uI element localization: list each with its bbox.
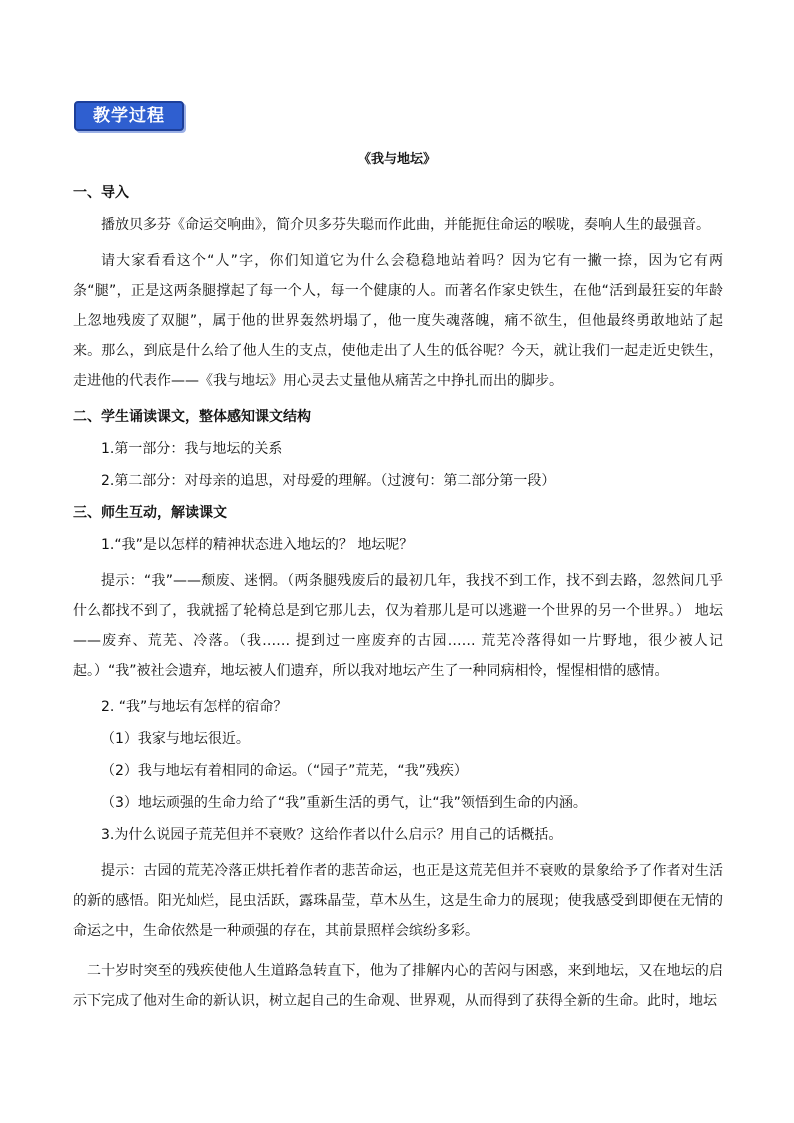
closing-paragraph: 二十岁时突至的残疾使他人生道路急转直下，他为了排解内心的苦闷与困惑，来到地坛，又在地坛的启示下完成了他对生命的新认识，树立起自己的生命观、世界观，从而得到了获得全新的生命。此时，地坛: [73, 963, 723, 1009]
question-3: 3.为什么说园子荒芜但并不衰败？这给作者以什么启示？用自己的话概括。: [101, 827, 563, 843]
question-1: 1.“我”是以怎样的精神状态进入地坛的？ 地坛呢？: [101, 537, 414, 553]
answer-1: 提示：“我”——颓废、迷惘。（两条腿残废后的最初几年，我找不到工作，找不到去路，忽然间几乎什么都找不到了，我就摇了轮椅总是到它那儿去，仅为着那儿是可以逃避一个世界的另一个世界。） 地坛——废弃、荒芜、冷落。（我…… 提到过一座废弃的古园…… 荒芜冷落得如一片野地，很少被人记起。）“我”被社会遗弃，地坛被人们遗弃，所以我对地坛产生了一种同病相怜，惺惺相惜的感情。: [73, 573, 723, 679]
page-title: 《我与地坛》: [357, 152, 436, 167]
structure-item-2: 2.第二部分：对母亲的追思，对母爱的理解。（过渡句：第二部分第一段）: [101, 473, 556, 489]
answer-3: 提示：古园的荒芜冷落正烘托着作者的悲苦命运，也正是这荒芜但并不衰败的景象给予了作者对生活的新的感悟。阳光灿烂，昆虫活跃，露珠晶莹，草木丛生，这是生命力的展现；使我感受到即便在无情的命运之中，生命依然是一种顽强的存在，其前景照样会缤纷多彩。: [73, 863, 723, 939]
document-body: [73, 182, 723, 1016]
question-2: 2. “我”与地坛有怎样的宿命？: [101, 699, 288, 715]
section-badge: 教学过程: [74, 101, 184, 131]
answer-2-c: （3）地坛顽强的生命力给了“我”重新生活的勇气，让“我”领悟到生命的内涵。: [101, 795, 587, 811]
section-heading-2: 二、学生诵读课文，整体感知课文结构: [73, 409, 311, 425]
intro-paragraph-2: 请大家看看这个“人”字，你们知道它为什么会稳稳地站着吗？因为它有一撇一捺，因为它有两条“腿”，正是这两条腿撑起了每一个人，每一个健康的人。而著名作家史铁生，在他“活到最狂妄的年龄上忽地残废了双腿”，属于他的世界轰然坍塌了，他一度失魂落魄，痛不欲生，但他最终勇敢地站了起来。那么，到底是什么给了他人生的支点，使他走出了人生的低谷呢？今天，就让我们一起走近史铁生，走进他的代表作——《我与地坛》用心灵去丈量他从痛苦之中挣扎而出的脚步。: [73, 253, 723, 389]
section-heading-1: 一、导入: [73, 185, 129, 201]
structure-item-1: 1.第一部分：我与地坛的关系: [101, 441, 283, 457]
answer-2-a: （1）我家与地坛很近。: [101, 731, 250, 747]
intro-paragraph-1: 播放贝多芬《命运交响曲》，简介贝多芬失聪而作此曲，并能扼住命运的喉咙，奏响人生的最强音。: [101, 217, 710, 233]
answer-2-b: （2）我与地坛有着相同的命运。（“园子”荒芜，“我”残疾）: [101, 763, 468, 779]
section-heading-3: 三、师生互动，解读课文: [73, 505, 227, 521]
